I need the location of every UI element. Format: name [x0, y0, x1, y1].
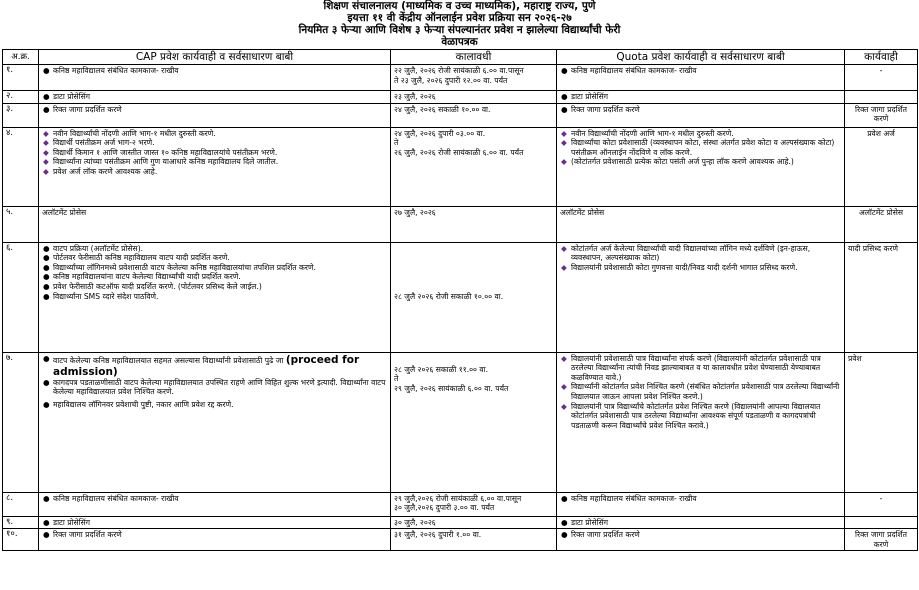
header-line-2: इयत्ता ११ वी केंद्रीय ऑनलाईन प्रवेश प्रक्रिया सन २०२६-२७ [347, 12, 572, 24]
col-header-date: कालावधी [391, 50, 557, 65]
row-sno: २. [3, 91, 39, 104]
table-row [3, 65, 918, 91]
table-row [3, 127, 918, 206]
row-quota: ● रिक्त जागा प्रदर्शित करणे [557, 103, 845, 127]
row-sno: १०. [3, 529, 39, 551]
schedule-table [2, 49, 918, 551]
row-cap: ● वाटप प्रक्रिया (अलॉटमेंट प्रोसेस). ● पोर्टलवर फेरीसाठी कनिष्ठ महाविद्यालय वाटप यादी प्रदर्शित करणे. ● विद्यार्थ्यांच्या लॉगिनमध्ये प्रवेशासाठी वाटप केलेल्या कनिष्ठ महाविद्यालयांचा तपशिल प्रदर्शित करणे. ● कनिष्ठ महाविद्यालयांना वाटप केलेल्या विद्यार्थ्यांची यादी प्रदर्शित करणे. ● प्रवेश फेरीसाठी कटऑफ यादी प्रदर्शित करणे. (पोर्टलवर प्रसिध्द केले जाईल.) ● विद्यार्थ्यांना SMS व्दारे संदेश पाठविणे. [39, 242, 391, 352]
table-row [3, 516, 918, 529]
row-date: २२ जुलै, २०२६ रोजी सायंकाळी ६.०० वा.पासून ते २३ जुलै, २०२६ दुपारी १२.०० वा. पर्यंत [391, 65, 557, 91]
table-row [3, 242, 918, 352]
col-header-cap: CAP प्रवेश कार्यवाही व सर्वसाधारण बाबी [39, 50, 391, 65]
row-date: २९ जुलै,२०२६ रोजी सायंकाळी ६.०० वा.पासून ३० जुलै,२०२६ दुपारी ३.०० वा. पर्यंत [391, 492, 557, 516]
col-header-quota: Quota प्रवेश कार्यवाही व सर्वसाधारण बाबी [557, 50, 845, 65]
row-cap: ● कनिष्ठ महाविद्यालय संबंधित कामकाज- राखीव [39, 65, 391, 91]
header-line-4: वेळापत्रक [441, 36, 478, 48]
row-date: २४ जुलै, २०२६ सकाळी १०.०० वा. [391, 103, 557, 127]
row-date: २८ जुलै २०२६ रोजी सकाळी १०.०० वा. [391, 242, 557, 352]
row-quota: ● कनिष्ठ महाविद्यालय संबंधित कामकाज- राखीव [557, 492, 845, 516]
row-action: यादी प्रसिध्द करणे [845, 242, 918, 352]
table-header-row [3, 50, 918, 65]
row-cap: अलॉटमेंट प्रोसेस [39, 206, 391, 242]
row-sno: ३. [3, 103, 39, 127]
row-quota: ● डाटा प्रोसेसिंग [557, 516, 845, 529]
row-cap: ● रिक्त जागा प्रदर्शित करणे [39, 103, 391, 127]
row-quota: ◆ विद्यालयांनी प्रवेशासाठी पात्र विद्यार्थ्यांना संपर्क करणे (विद्यालयांनी कोटांतर्गत प्रवेशासाठी पात्र ठरलेल्या विद्यार्थ्यांना त्यांची निवड झाल्याबाबत व या कालावधीत प्रवेश घेण्यासाठी येण्याबाबत कळविण्यात यावे.) ◆ विद्यार्थ्यांनी कोटांतर्गत प्रवेश निश्चित करणे (संबंधित कोटांतर्गत प्रवेशासाठी पात्र ठरलेल्या विद्यार्थ्यांनी विद्यालयात जाऊन आपला प्रवेश निश्चित करणे.) ◆ विद्यालयांनी पात्र विद्यार्थ्यांचे कोटांतर्गत प्रवेश निश्चित करणे (विद्यालयांनी आपल्या विद्यालयात कोटांतर्गत प्रवेशासाठी पात्र ठरलेल्या विद्यार्थ्यांना आवश्यक संपूर्ण पडताळणी व कागदपत्रांची पडताळणी करून विद्यार्थ्यांचे प्रवेश निश्चित करावे.) [557, 352, 845, 492]
row-sno: ९. [3, 516, 39, 529]
row-date: २४ जुलै, २०२६ दुपारी ०३.०० वा. ते २६ जुलै, २०२६ रोजी सायंकाळी ६.०० वा. पर्यंत [391, 127, 557, 206]
row-date: २७ जुलै, २०२६ [391, 206, 557, 242]
row-sno: ४. [3, 127, 39, 206]
row-action: प्रवेश [845, 352, 918, 492]
row-sno: ५. [3, 206, 39, 242]
header-line-3: नियमित ३ फेऱ्या आणि विशेष ३ फेऱ्या संपल्यानंतर प्रवेश न झालेल्या विद्यार्थ्यांची फेरी [298, 24, 621, 36]
row-quota: ◆ नवीन विद्यार्थ्यांची नोंदणी आणि भाग-१ मधील दुरुस्ती करणे. ◆ विद्यार्थ्यांचा कोटा प्रवेशासाठी (व्यवस्थापन कोटा, संस्था अंतर्गत प्रवेश कोटा व अल्पसंख्याक कोटा) पसंतीक्रम ऑनलाईन नोंदविणे व लॉक करणे. ◆ (कोटांतर्गत प्रवेशासाठी प्रत्येक कोटा पसंती अर्ज पुन्हा लॉक करणे आवश्यक आहे.) [557, 127, 845, 206]
row-action: रिक्त जागा प्रदर्शित करणे [845, 529, 918, 551]
row-sno: ६. [3, 242, 39, 352]
row-quota: ● रिक्त जागा प्रदर्शित करणे [557, 529, 845, 551]
row-sno: ७. [3, 352, 39, 492]
row-action [845, 91, 918, 104]
table-row [3, 206, 918, 242]
row-action: प्रवेश अर्ज [845, 127, 918, 206]
row-action: - [845, 65, 918, 91]
row-quota: ● डाटा प्रोसेसिंग [557, 91, 845, 104]
row-cap: ● वाटप केलेल्या कनिष्ठ महाविद्यालयात सहमत असल्यास विद्यार्थ्यांनी प्रवेशासाठी पुढे जा (proceed for admission) ● कागदपत्र पडताळणीसाठी वाटप केलेल्या महाविद्यालयात उपस्थित राहणे आणि विहित शुल्क भरणे इत्यादी. विद्यार्थ्यांना वाटप केलेल्या महाविद्यालयात प्रवेश निश्चित करणे. ● महाविद्यालय लॉगिनवर प्रवेशाची पुष्टी, नकार आणि प्रवेश रद्द करणे. [39, 352, 391, 492]
table-row [3, 352, 918, 492]
row-sno: ८. [3, 492, 39, 516]
row-quota: अलॉटमेंट प्रोसेस [557, 206, 845, 242]
row-cap: ● रिक्त जागा प्रदर्शित करणे [39, 529, 391, 551]
row-quota: ◆ कोटांतर्गत अर्ज केलेल्या विद्यार्थ्यांची यादी विद्यालयांच्या लॉगिन मध्ये दर्शविणे (इन-हाऊस, व्यवस्थापन, अल्पसंख्याक कोटा) ◆ विद्यालयांनी प्रवेशासाठी कोटा गुणवत्ता यादी/निवड यादी दर्शनी भागात प्रसिध्द करणे. [557, 242, 845, 352]
row-cap: ◆ नवीन विद्यार्थ्यांची नोंदणी आणि भाग-१ मधील दुरुस्ती करणे. ◆ विद्यार्थी पसंतीक्रम अर्ज भाग-२ भरणे. ◆ विद्यार्थी किमान १ आणि जास्तीत जास्त १० कनिष्ठ महाविद्यालयांचे पसंतीक्रम भरणे. ◆ विद्यार्थ्यांना त्यांच्या पसंतीक्रम आणि गुण याआधारे कनिष्ठ महाविद्यालय दिले जातील. ◆ प्रवेश अर्ज लॉक करणे आवश्यक आहे. [39, 127, 391, 206]
col-header-sno: अ.क्र. [3, 50, 39, 65]
row-action: अलॉटमेंट प्रोसेस [845, 206, 918, 242]
header-line-1: शिक्षण संचालनालय (माध्यमिक व उच्च माध्यमिक), महाराष्ट्र राज्य, पुणे [323, 0, 596, 12]
col-header-action: कार्यवाही [845, 50, 918, 65]
row-cap: ● कनिष्ठ महाविद्यालय संबंधित कामकाज- राखीव [39, 492, 391, 516]
row-cap: ● डाटा प्रोसेसिंग [39, 516, 391, 529]
document-header [0, 0, 919, 48]
table-row [3, 529, 918, 551]
row-date: ३० जुलै, २०२६ [391, 516, 557, 529]
row-action [845, 516, 918, 529]
row-action: - [845, 492, 918, 516]
row-date: २३ जुलै, २०२६ [391, 91, 557, 104]
row-cap: ● डाटा प्रोसेसिंग [39, 91, 391, 104]
row-date: २८ जुलै २०२६ सकाळी ११.०० वा. ते २९ जुलै, २०२६ सायंकाळी ६.०० वा. पर्यंत [391, 352, 557, 492]
table-row [3, 492, 918, 516]
row-action: रिक्त जागा प्रदर्शित करणे [845, 103, 918, 127]
table-row [3, 91, 918, 104]
row-sno: १. [3, 65, 39, 91]
row-quota: ● कनिष्ठ महाविद्यालय संबंधित कामकाज- राखीव [557, 65, 845, 91]
table-row [3, 103, 918, 127]
row-date: ३१ जुलै, २०२६ दुपारी १.०० वा. [391, 529, 557, 551]
